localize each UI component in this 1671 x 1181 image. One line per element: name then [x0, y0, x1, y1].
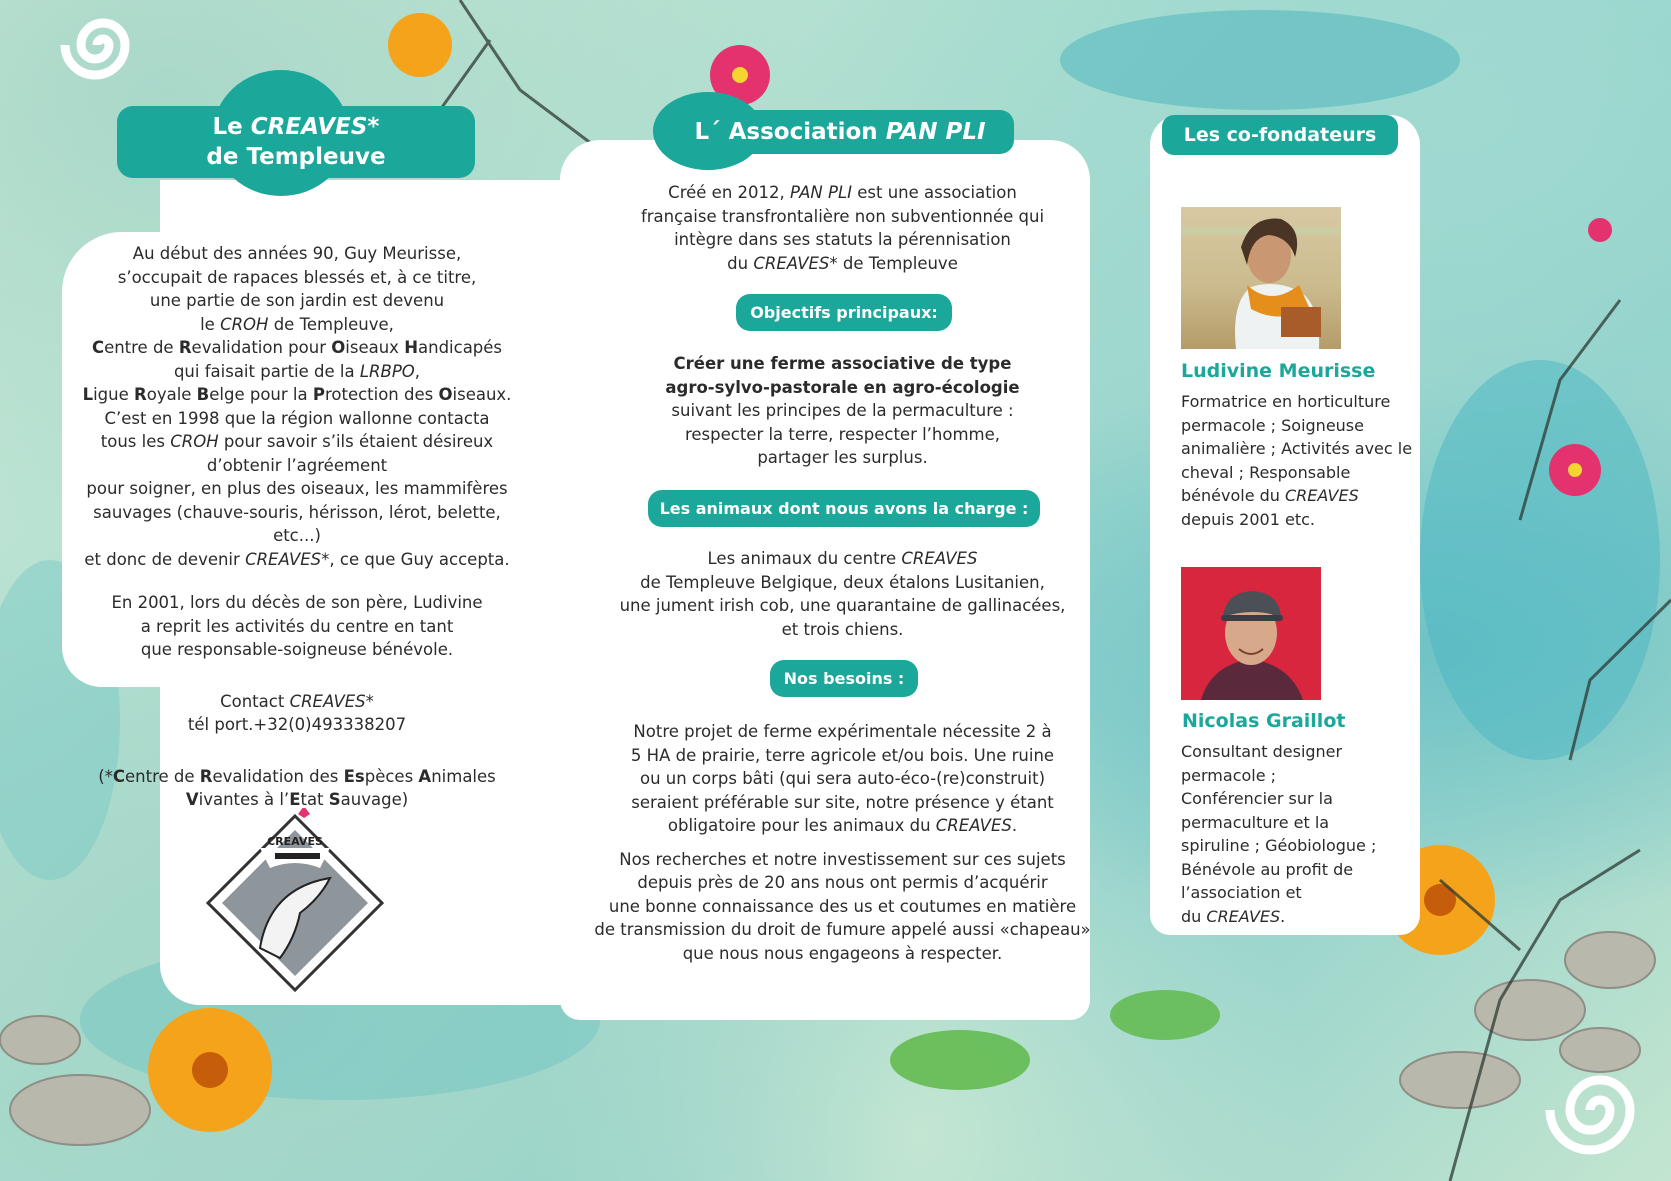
col2-needs: Notre projet de ferme expérimentale nécessite 2 à 5 HA de prairie, terre agricole et/ou bois. Une ruine ou un corps bâti (qui sera auto-éco-(re)construit) seraient préférable sur site, notre présence y étant obligatoire pour les animaux du CREAVES. Nos recherches et notre investissement sur ces sujets depuis près de 20 ans nous ont permis d’acquérir une bonne connaissance des us et coutumes en matière de transmission du droit de fumure appelé aussi «chapeau» que nous nous engageons à respecter. [594, 722, 1091, 963]
col1-text: Au début des années 90, Guy Meurisse, s’occupait de rapaces blessés et, à ce titre, une partie de son jardin est devenu le CROH de Templeuve, Centre de Revalidation pour Oiseaux Handicapés qui faisait partie de la LRBPO, Ligue Royale Belge pour la Protection des Oiseaux. C’est en 1998 que la région wallonne contacta tous les CROH pour savoir s’ils étaient désireux d’obtenir l’agréement pour soigner, en plus des oiseaux, les mammifères sauvages (chauve-souris, hérisson, lérot, belette, etc...) et donc de devenir CREAVES*, ce que Guy accepta. En 2001, lors du décès de son père, Ludivine a reprit les activités du centre en tant que responsable-soigneuse bénévole. Contact CREAVES* tél port.+32(0)493338207 (*Centre de Revalidation des Espèces Animales Vivantes à l’Etat Sauvage) [72, 242, 522, 812]
objectives-label: Objectifs principaux: [736, 294, 952, 331]
nicolas-photo [1181, 567, 1321, 700]
col2-intro: Créé en 2012, PAN PLI est une association française transfrontalière non subventionnée qui intègre dans ses statuts la pérennisation du CREAVES* de Templeuve [640, 183, 1045, 273]
col3-title: Les co-fondateurs [1162, 115, 1398, 155]
col2-title: L´ Association PAN PLI [666, 110, 1014, 154]
needs-label: Nos besoins : [770, 660, 918, 697]
cosmos-flower-icon [1588, 218, 1612, 242]
footnote: Vivantes à l’Etat Sauvage) [185, 790, 409, 809]
contact-line: Contact CREAVES* [220, 691, 374, 711]
person1-bio: Formatrice en horticulture permacole ; Soigneuse animalière ; Activités avec le cheval ; Responsable bénévole du CREAVES depuis 2001 etc. [1181, 392, 1413, 529]
intro-line: une partie de son jardin est devenu [149, 291, 445, 310]
intro-line: Au début des années 90, Guy Meurisse, [132, 244, 462, 263]
col2-objectives: Créer une ferme associative de type agro-sylvo-pastorale en agro-écologie suivant les principes de la permaculture : respecter la terre, respecter l’homme, partager les surplus. [665, 354, 1020, 467]
animals-label: Les animaux dont nous avons la charge : [648, 490, 1040, 527]
person2-name: Nicolas Graillot [1182, 710, 1346, 732]
creaves-logo [200, 808, 390, 998]
footnote: (*Centre de Revalidation des Espèces Animales [98, 766, 496, 786]
ludivine-photo [1181, 207, 1341, 349]
col2-animals: Les animaux du centre CREAVES de Templeuve Belgique, deux étalons Lusitanien, une jument irish cob, une quarantaine de gallinacées, et trois chiens. [619, 549, 1066, 639]
swirl-icon [65, 23, 125, 75]
phone-number: tél port.+32(0)493338207 [187, 715, 407, 734]
swirl-icon [1550, 1080, 1630, 1150]
intro-line: s’occupait de rapaces blessés et, à ce titre, [117, 267, 477, 287]
nasturtium-flower-icon [388, 13, 452, 77]
acronym-line: Centre de Revalidation pour Oiseaux Handicapés [91, 338, 503, 357]
col1-title: Le CREAVES* de Templeuve [117, 106, 475, 178]
acronym-line: Ligue Royale Belge pour la Protection des Oiseaux. [82, 385, 512, 404]
person2-bio: Consultant designer permacole ; Conférencier sur la permaculture et la spiruline ; Géobiologue ; Bénévole au profit de l’association et du CREAVES. [1181, 742, 1377, 926]
logo-text: CREAVES [267, 835, 323, 848]
nasturtium-flower-icon [148, 1008, 272, 1132]
cosmos-flower-icon [1549, 444, 1601, 496]
person1-name: Ludivine Meurisse [1181, 360, 1376, 382]
